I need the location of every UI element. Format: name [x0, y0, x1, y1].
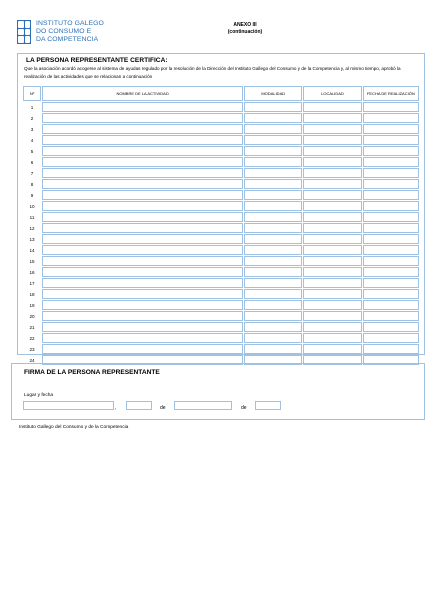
row-number: 7 — [30, 170, 34, 176]
row-number: 24 — [29, 357, 35, 363]
column-header-date: FECHA DE REALIZACIÓN — [363, 86, 419, 101]
activity-name-cell[interactable] — [42, 146, 243, 156]
activity-name-cell[interactable] — [42, 333, 243, 343]
signature-title: FIRMA DE LA PERSONA REPRESENTANTE — [24, 369, 160, 376]
modality-cell[interactable] — [244, 300, 302, 310]
modality-cell[interactable] — [244, 344, 302, 354]
modality-cell[interactable] — [244, 289, 302, 299]
de-separator-2: de — [241, 405, 247, 411]
annex-heading — [215, 22, 275, 36]
locality-cell[interactable] — [303, 245, 361, 255]
activity-name-cell[interactable] — [42, 179, 243, 189]
locality-cell[interactable] — [303, 256, 361, 266]
modality-cell[interactable] — [244, 278, 302, 288]
footer-text: Instituto Gallego del Consumo y de la Competencia — [19, 425, 129, 430]
date-cell[interactable] — [363, 234, 419, 244]
locality-cell[interactable] — [303, 146, 361, 156]
modality-cell[interactable] — [244, 102, 302, 112]
activity-name-cell[interactable] — [42, 322, 243, 332]
table-row — [23, 300, 419, 310]
date-cell[interactable] — [363, 267, 419, 277]
table-row — [23, 113, 419, 123]
locality-cell[interactable] — [303, 300, 361, 310]
locality-cell[interactable] — [303, 135, 361, 145]
date-cell[interactable] — [363, 311, 419, 321]
locality-cell[interactable] — [303, 311, 361, 321]
table-row — [23, 212, 419, 222]
date-cell[interactable] — [363, 135, 419, 145]
date-cell[interactable] — [363, 124, 419, 134]
activity-name-cell[interactable] — [42, 223, 243, 233]
row-number: 19 — [29, 302, 35, 308]
modality-cell[interactable] — [244, 135, 302, 145]
modality-cell[interactable] — [244, 190, 302, 200]
logo-line-3: DA COMPETENCIA — [36, 36, 99, 43]
column-header-modality: MODALIDAD — [244, 86, 302, 101]
certification-text: Que la asociación acordó acogerse al sistema de ayudas regulado por la resolución de la Dirección del Instituto Gallego del Consumo y de la Competencia y, al mismo tiempo, aprobó la realización de las actividades que se relacionan a continuación — [24, 66, 401, 79]
table-row — [23, 245, 419, 255]
modality-cell[interactable] — [244, 311, 302, 321]
locality-cell[interactable] — [303, 234, 361, 244]
row-number: 10 — [29, 203, 35, 209]
locality-cell[interactable] — [303, 190, 361, 200]
row-number: 2 — [30, 115, 34, 121]
locality-cell[interactable] — [303, 322, 361, 332]
modality-cell[interactable] — [244, 267, 302, 277]
row-number: 12 — [29, 225, 35, 231]
activity-name-cell[interactable] — [42, 190, 243, 200]
table-row — [23, 135, 419, 145]
modality-cell[interactable] — [244, 179, 302, 189]
row-number: 8 — [30, 181, 34, 187]
activity-name-cell[interactable] — [42, 300, 243, 310]
table-row — [23, 179, 419, 189]
modality-cell[interactable] — [244, 212, 302, 222]
modality-cell[interactable] — [244, 234, 302, 244]
modality-cell[interactable] — [244, 124, 302, 134]
table-row — [23, 157, 419, 167]
date-cell[interactable] — [363, 102, 419, 112]
row-number: 1 — [30, 104, 34, 110]
locality-cell[interactable] — [303, 113, 361, 123]
date-cell[interactable] — [363, 179, 419, 189]
day-field[interactable] — [126, 401, 152, 410]
locality-cell[interactable] — [303, 212, 361, 222]
locality-cell[interactable] — [303, 344, 361, 354]
de-separator-1: de — [160, 405, 166, 411]
modality-cell[interactable] — [244, 256, 302, 266]
logo-text — [36, 20, 104, 44]
locality-cell[interactable] — [303, 179, 361, 189]
table-row — [23, 289, 419, 299]
activities-table — [22, 85, 420, 366]
activity-name-cell[interactable] — [42, 201, 243, 211]
date-cell[interactable] — [363, 113, 419, 123]
year-field[interactable] — [255, 401, 281, 410]
table-row — [23, 201, 419, 211]
table-row — [23, 344, 419, 354]
row-number: 9 — [30, 192, 34, 198]
row-number: 11 — [29, 214, 35, 220]
modality-cell[interactable] — [244, 245, 302, 255]
activity-name-cell[interactable] — [42, 157, 243, 167]
row-number: 18 — [29, 291, 35, 297]
locality-cell[interactable] — [303, 223, 361, 233]
date-cell[interactable] — [363, 289, 419, 299]
signature-section — [11, 363, 425, 420]
row-number: 20 — [29, 313, 35, 319]
certification-section — [17, 53, 425, 363]
logo-line-2: DO CONSUMO E — [36, 28, 92, 35]
date-cell[interactable] — [363, 344, 419, 354]
date-cell[interactable] — [363, 157, 419, 167]
place-field[interactable] — [23, 401, 117, 411]
logo-line-1: INSTITUTO GALEGO — [36, 20, 104, 27]
modality-cell[interactable] — [244, 223, 302, 233]
row-number: 6 — [30, 159, 34, 165]
row-number: 16 — [29, 269, 35, 275]
table-row — [23, 146, 419, 156]
date-cell[interactable] — [363, 322, 419, 332]
date-cell[interactable] — [363, 212, 419, 222]
row-number: 17 — [29, 280, 35, 286]
column-header-number: Nº — [23, 86, 41, 101]
activity-name-cell[interactable] — [42, 267, 243, 277]
table-row — [23, 256, 419, 266]
date-cell[interactable] — [363, 245, 419, 255]
table-row — [23, 190, 419, 200]
activity-name-cell[interactable] — [42, 113, 243, 123]
table-header-row — [23, 86, 419, 101]
activity-name-cell[interactable] — [42, 234, 243, 244]
date-cell[interactable] — [363, 190, 419, 200]
comma-separator: , — [115, 405, 117, 411]
table-row — [23, 322, 419, 332]
locality-cell[interactable] — [303, 102, 361, 112]
date-cell[interactable] — [363, 300, 419, 310]
annex-subtitle: (continuación) — [227, 29, 263, 35]
date-cell[interactable] — [363, 168, 419, 178]
row-number: 14 — [29, 247, 35, 253]
modality-cell[interactable] — [244, 113, 302, 123]
activity-name-cell[interactable] — [42, 278, 243, 288]
date-cell[interactable] — [363, 278, 419, 288]
activity-name-cell[interactable] — [42, 344, 243, 354]
activity-name-cell[interactable] — [42, 245, 243, 255]
locality-cell[interactable] — [303, 157, 361, 167]
annex-title: ANEXO III — [233, 22, 257, 28]
row-number: 5 — [30, 148, 34, 154]
row-number: 15 — [29, 258, 35, 264]
table-row — [23, 333, 419, 343]
locality-cell[interactable] — [303, 168, 361, 178]
logo-emblem-icon — [17, 20, 31, 44]
table-row — [23, 311, 419, 321]
modality-cell[interactable] — [244, 146, 302, 156]
table-row — [23, 267, 419, 277]
activity-name-cell[interactable] — [42, 168, 243, 178]
logo — [17, 20, 104, 44]
certification-title: LA PERSONA REPRESENTANTE CERTIFICA: — [26, 57, 168, 64]
modality-cell[interactable] — [244, 201, 302, 211]
table-row — [23, 234, 419, 244]
activity-name-cell[interactable] — [42, 102, 243, 112]
column-header-activity-name: NOMBRE DE LA ACTIVIDAD — [42, 86, 243, 101]
activity-name-cell[interactable] — [42, 311, 243, 321]
place-date-label: Lugar y fecha — [24, 393, 54, 398]
locality-cell[interactable] — [303, 267, 361, 277]
modality-cell[interactable] — [244, 157, 302, 167]
column-header-locality: LOCALIDAD — [303, 86, 361, 101]
row-number: 23 — [29, 346, 35, 352]
table-row — [23, 223, 419, 233]
activity-name-cell[interactable] — [42, 124, 243, 134]
month-field[interactable] — [174, 401, 232, 410]
date-cell[interactable] — [363, 256, 419, 266]
date-cell[interactable] — [363, 223, 419, 233]
row-number: 21 — [29, 324, 35, 330]
row-number: 3 — [30, 126, 34, 132]
locality-cell[interactable] — [303, 278, 361, 288]
date-cell[interactable] — [363, 201, 419, 211]
row-number: 13 — [29, 236, 35, 242]
date-cell[interactable] — [363, 146, 419, 156]
locality-cell[interactable] — [303, 289, 361, 299]
modality-cell[interactable] — [244, 168, 302, 178]
table-row — [23, 168, 419, 178]
locality-cell[interactable] — [303, 124, 361, 134]
locality-cell[interactable] — [303, 201, 361, 211]
locality-cell[interactable] — [303, 333, 361, 343]
activity-name-cell[interactable] — [42, 289, 243, 299]
date-cell[interactable] — [363, 333, 419, 343]
modality-cell[interactable] — [244, 333, 302, 343]
table-row — [23, 124, 419, 134]
table-row — [23, 278, 419, 288]
activity-name-cell[interactable] — [42, 212, 243, 222]
activity-name-cell[interactable] — [42, 256, 243, 266]
row-number: 22 — [29, 335, 35, 341]
modality-cell[interactable] — [244, 322, 302, 332]
table-row — [23, 102, 419, 112]
activity-name-cell[interactable] — [42, 135, 243, 145]
row-number: 4 — [30, 137, 34, 143]
